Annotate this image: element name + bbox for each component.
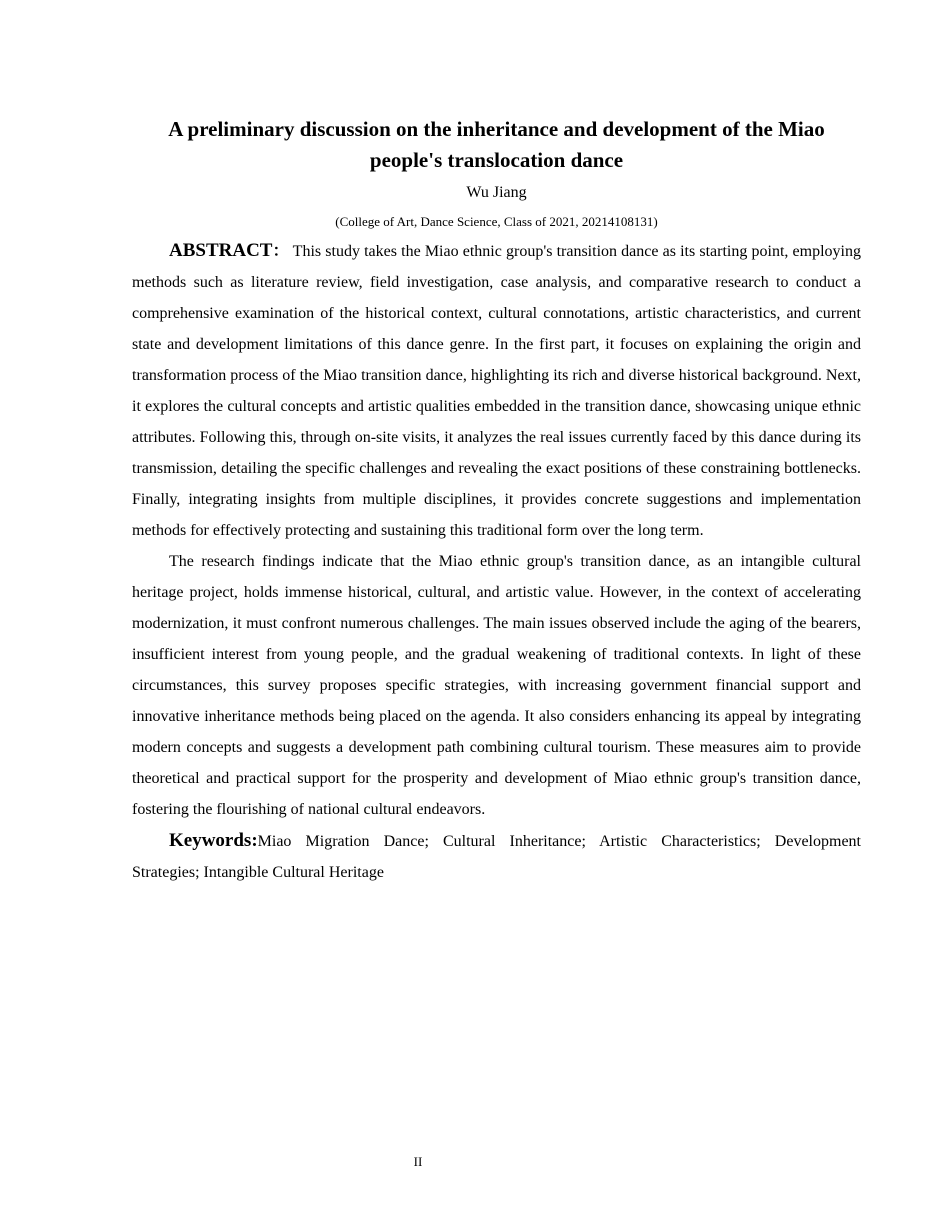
abstract-paragraph-1 bbox=[132, 235, 861, 546]
paper-page bbox=[132, 114, 861, 888]
page-number: II bbox=[413, 1154, 423, 1169]
author-affiliation: (College of Art, Dance Science, Class of 2021, 20214108131) bbox=[335, 214, 658, 229]
abstract-text-1: This study takes the Miao ethnic group's transition dance as its starting point, employing methods such as literature review, field investigation, case analysis, and comparative research to conduct a comprehensive examination of the historical context, cultural connotations, artistic characteristics, and current state and development limitations of this dance genre. In the first part, it focuses on explaining the origin and transformation process of the Miao transition dance, highlighting its rich and diverse historical background. Next, it explores the cultural concepts and artistic qualities embedded in the transition dance, showcasing unique ethnic attributes. Following this, through on-site visits, it analyzes the real issues currently faced by this dance during its transmission, detailing the specific challenges and revealing the exact positions of these constraining bottlenecks. Finally, integrating insights from multiple disciplines, it provides concrete suggestions and implementation methods for effectively protecting and sustaining this traditional form over the long term. bbox=[132, 243, 861, 539]
author-name: Wu Jiang bbox=[466, 184, 527, 201]
keywords-paragraph bbox=[132, 825, 861, 888]
abstract-label: ABSTRACT bbox=[169, 240, 273, 261]
abstract-colon: ： bbox=[272, 243, 289, 260]
abstract-paragraph-2: The research findings indicate that the Miao ethnic group's transition dance, as an intangible cultural heritage project, holds immense historical, cultural, and artistic value. However, in the context of accelerating modernization, it must confront numerous challenges. The main issues observed include the aging of the bearers, insufficient interest from young people, and the gradual weakening of traditional contexts. In light of these circumstances, this survey proposes specific strategies, with increasing government financial support and innovative inheritance methods being placed on the agenda. It also considers enhancing its appeal by integrating modern concepts and suggests a development path combining cultural tourism. These measures aim to provide theoretical and practical support for the prosperity and development of Miao ethnic group's transition dance, fostering the flourishing of national cultural endeavors. bbox=[132, 553, 861, 818]
keywords-text: Miao Migration Dance; Cultural Inheritance; Artistic Characteristics; Development Strategies; Intangible Cultural Heritage bbox=[132, 833, 861, 881]
paper-title: A preliminary discussion on the inheritance and development of the Miao people's translocation dance bbox=[168, 117, 825, 172]
keywords-label: Keywords: bbox=[169, 830, 258, 851]
